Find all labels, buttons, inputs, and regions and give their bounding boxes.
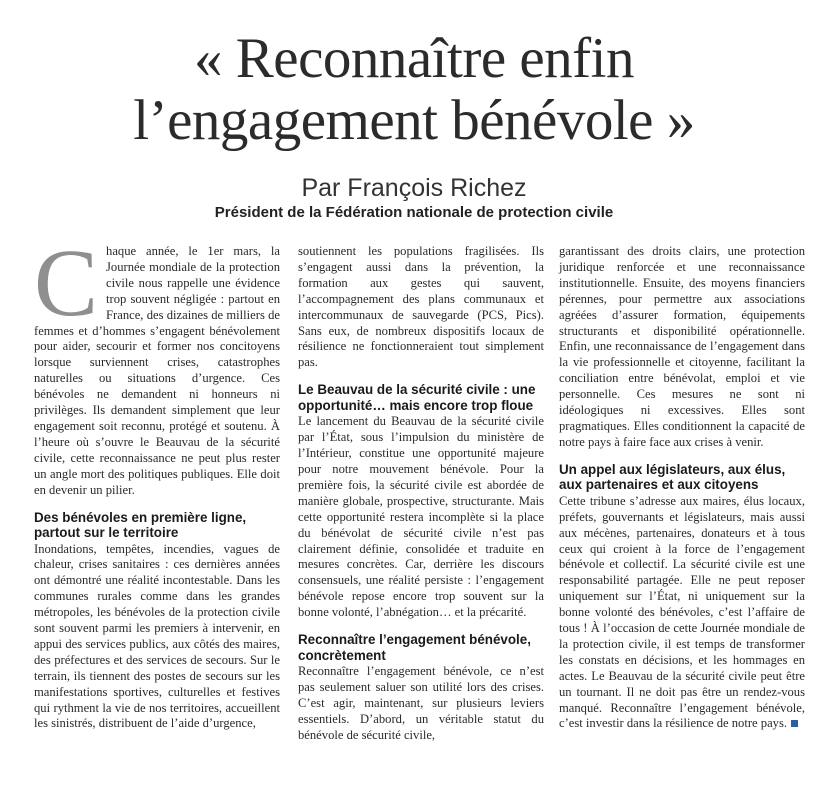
end-of-article-mark: [791, 720, 798, 727]
author-role: Président de la Fédération nationale de protection civile: [214, 204, 614, 221]
column-1: [34, 229, 280, 732]
intro-paragraph: haque année, le 1er mars, la Journée mondiale de la protection civile nous rappelle une évidence trop souvent négligée : partout en France, des dizaines de milliers de femmes et d’hommes s’engagent bénévolement pour aider, secourir et former nos concitoyens lorsque surviennent crises, catastrophes naturelles ou situations d’urgence. Ces bénévoles ne demandent ni honneurs ni privilèges. Ils demandent simplement que leur engagement soit reconnu, protégé et soutenu. À l’heure où s’ouvre le Beauvau de la sécurité civile, cette reconnaissance ne peut plus rester un angle mort des politiques publiques. Elle doit en devenir un pilier.: [34, 244, 280, 497]
closing-paragraph: [559, 494, 805, 733]
section-heading-4: Un appel aux législateurs, aux élus, aux partenaires et aux citoyens: [559, 461, 786, 493]
article-title: [0, 28, 828, 152]
paragraph: Reconnaître l’engagement bénévole, ce n’est pas seulement saluer son utilité lors des crises. C’est agir, maintenant, sur plusieurs leviers essentiels. D’abord, un véritable statut du bénévole de sécurité civile,: [298, 664, 544, 742]
paragraph: Inondations, tempêtes, incendies, vagues de chaleur, crises sanitaires : ces dernières années ont démontré une réalité incontestable. Dans les communes rurales comme dans les grandes métropoles, les bénévoles de la protection civile sont souvent parmi les premiers à intervenir, en appui des services publics, aux côtés des maires, des préfectures et des services de secours. Sur le terrain, ils tiennent des postes de secours sur les manifestations sportives, culturelles et festives qui rythment la vie de nos territoires, accueillent les sinistrés, distribuent de l’aide d’urgence,: [34, 541, 280, 731]
column-2: [298, 244, 544, 744]
column-3: [559, 244, 805, 732]
title-line-2: l’engagement bénévole »: [133, 89, 695, 152]
section-heading-3: Reconnaître l’engagement bénévole, concrètement: [298, 632, 531, 663]
paragraph: soutiennent les populations fragilisées. Ils s’engagent aussi dans la prévention, la formation aux gestes qui sauvent, l’accompagnement des plans communaux et intercommunaux de sauvegarde (PCS, Pics). Sans eux, de nombreux dispositifs locaux de résilience ne fonctionneraient tout simplement pas.: [298, 244, 544, 370]
paragraph: Le lancement du Beauvau de la sécurité civile par l’État, sous l’impulsion du ministère de l’Intérieur, constitue une opportunité majeure pour notre mouvement bénévole. Pour la première fois, la sécurité civile est abordée de manière globale, prospective, structurante. Mais cette opportunité restera incomplète si la place du bénévolat de sécurité civile n’est pas clairement définie, consolidée et traduite en mesures concrètes. Car, derrière les discours consensuels, une réalité persiste : l’engagement bénévole repose encore trop souvent sur la bonne volonté, l’abnégation… et la précarité.: [298, 414, 544, 620]
section-heading-2: Le Beauvau de la sécurité civile : une opportunité… mais encore trop floue: [298, 382, 536, 413]
byline: Par François Richez: [301, 174, 527, 202]
title-line-1: « Reconnaître enfin: [194, 27, 634, 90]
drop-cap: C: [34, 229, 99, 336]
paragraph: garantissant des droits clairs, une protection juridique renforcée et une reconnaissance institutionnelle. Ensuite, des moyens financiers pérennes, pour permettre aux associations agréées d’assurer formation, équipements structurants et disponibilité opérationnelle. Enfin, une reconnaissance de l’engagement dans la vie professionnelle et citoyenne, facilitant la conciliation entre bénévolat, emploi et vie personnelle. Ces mesures ne sont ni idéologiques ni excessives. Elles sont pragmatiques. Elles conditionnent la capacité de notre pays à faire face aux crises à venir.: [559, 244, 805, 449]
closing-text: Cette tribune s’adresse aux maires, élus locaux, préfets, gouvernants et législateurs, mais aussi aux mécènes, partenaires, donateurs et à tous ceux qui croient à la force de l’engagement bénévole et collectif. La sécurité civile est une responsabilité partagée. Elle ne peut reposer uniquement sur l’État, ni uniquement sur la bonne volonté des bénévoles, c’est l’affaire de tous ! À l’occasion de cette Journée mondiale de la protection civile, il est temps de transformer les constats en décisions, et les hommages en actes. Le Beauvau de la sécurité civile peut être un tournant. Il ne doit pas être un rendez-vous manqué. Reconnaître l’engagement bénévole, c’est investir dans la résilience de notre pays.: [559, 493, 805, 731]
section-heading-1: Des bénévoles en première ligne, partout sur le territoire: [34, 509, 247, 540]
